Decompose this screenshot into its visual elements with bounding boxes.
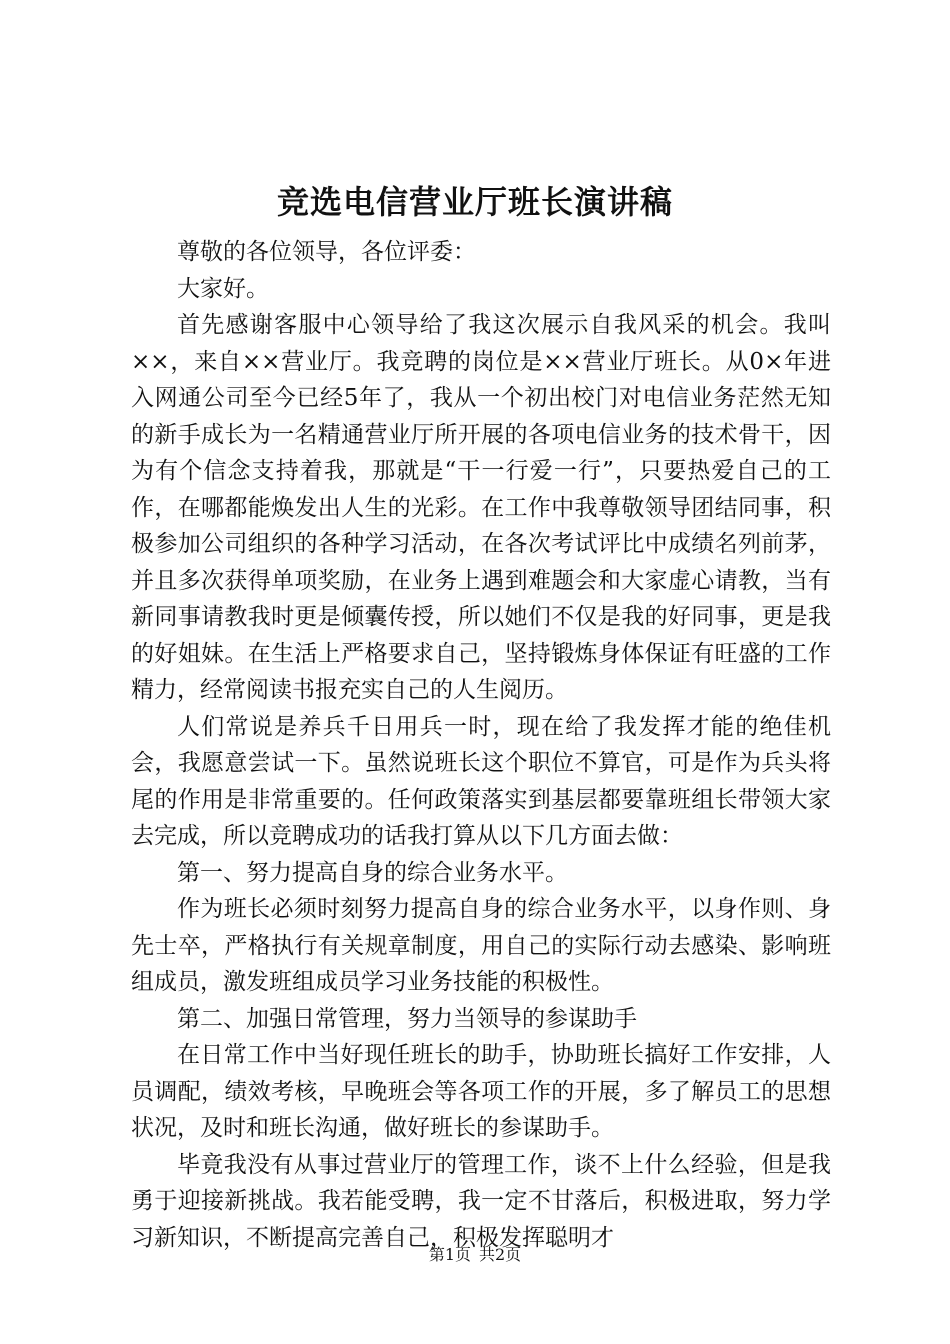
document-title: 竞选电信营业厅班长演讲稿 bbox=[276, 183, 673, 221]
body-paragraph: 毕竟我没有从事过营业厅的管理工作，谈不上什么经验，但是我勇于迎接新挑战。我若能受聘，我一定不甘落后，积极进取，努力学习新知识，不断提高完善自己，积极发挥聪明才 bbox=[131, 1151, 831, 1251]
body-paragraph: 在日常工作中当好现任班长的助手，协助班长搞好工作安排，人员调配，绩效考核，早晚班会等各项工作的开展，多了解员工的思想状况，及时和班长沟通，做好班长的参谋助手。 bbox=[131, 1042, 831, 1141]
page-total: 共2页 bbox=[479, 1245, 522, 1264]
section-heading: 第一、努力提高自身的综合业务水平。 bbox=[177, 859, 568, 886]
section-heading: 第二、加强日常管理，努力当领导的参谋助手 bbox=[177, 1005, 637, 1032]
page-footer bbox=[0, 1244, 950, 1266]
body-paragraph: 首先感谢客服中心领导给了我这次展示自我风采的机会。我叫××，来自××营业厅。我竞聘的岗位是××营业厅班长。从0×年进入网通公司至今已经5年了，我从一个初出校门对电信业务茫然无知的新手成长为一名精通营业厅所开展的各项电信业务的技术骨干，因为有个信念支持着我，那就是“干一行爱一行”，只要热爱自己的工作，在哪都能焕发出人生的光彩。在工作中我尊敬领导团结同事，积极参加公司组织的各种学习活动，在各次考试评比中成绩名列前茅，并且多次获得单项奖励，在业务上遇到难题会和大家虚心请教，当有新同事请教我时更是倾囊传授，所以她们不仅是我的好同事，更是我的好姐妹。在生活上严格要求自己，坚持锻炼身体保证有旺盛的工作精力，经常阅读书报充实自己的人生阅历。 bbox=[131, 312, 831, 703]
body-paragraph: 作为班长必须时刻努力提高自身的综合业务水平，以身作则、身先士卒，严格执行有关规章制度，用自己的实际行动去感染、影响班组成员，激发班组成员学习业务技能的积极性。 bbox=[131, 896, 831, 995]
page-number: 第1页 bbox=[428, 1245, 471, 1264]
document-body bbox=[131, 234, 831, 1256]
greeting: 大家好。 bbox=[177, 275, 269, 302]
salutation: 尊敬的各位领导，各位评委： bbox=[177, 239, 476, 265]
body-paragraph: 人们常说是养兵千日用兵一时，现在给了我发挥才能的绝佳机会，我愿意尝试一下。虽然说班长这个职位不算官，可是作为兵头将尾的作用是非常重要的。任何政策落实到基层都要靠班组长带领大家去完成，所以竞聘成功的话我打算从以下几方面去做： bbox=[131, 713, 831, 849]
